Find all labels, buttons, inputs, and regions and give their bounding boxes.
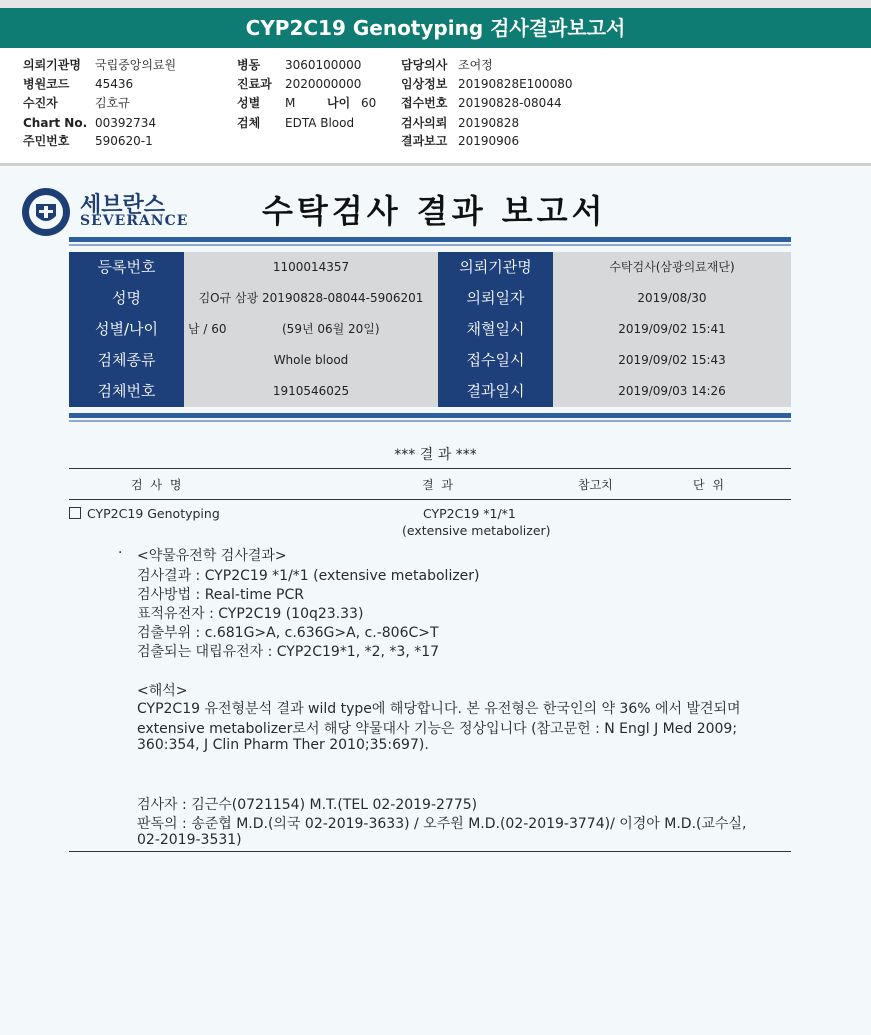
logo-korean: 세브란스 — [80, 193, 166, 218]
field-value: 3060100000 — [285, 58, 362, 72]
row-value: 김O규 삼광 20190828-08044-5906201 — [198, 291, 424, 305]
interpretation-line: 360:354, J Clin Pharm Ther 2010;35:697). — [137, 737, 429, 753]
test-name: CYP2C19 Genotyping — [87, 506, 220, 521]
field-value: 45436 — [95, 77, 134, 91]
info-field — [327, 94, 376, 112]
row-value: 2019/08/30 — [637, 291, 707, 305]
row-value: 1100014357 — [272, 260, 350, 274]
report-title: CYP2C19 Genotyping 검사결과보고서 — [245, 16, 626, 40]
row-value: Whole blood — [273, 353, 349, 367]
results-bottom-rule — [69, 851, 791, 852]
field-label: 진료과 — [237, 77, 272, 91]
row-value: 1910546025 — [272, 384, 350, 398]
field-label: 성별 — [237, 96, 261, 110]
field-value: 20190828E100080 — [458, 77, 573, 91]
row-label: 의뢰기관명 — [459, 258, 532, 276]
info-field — [401, 75, 572, 93]
row-label: 접수일시 — [466, 351, 525, 369]
table-rule-thin — [69, 420, 791, 422]
results-top-rule — [69, 468, 791, 469]
column-header-reference: 참고치 — [578, 478, 613, 492]
info-field — [23, 56, 176, 74]
field-label: 검사의뢰 — [401, 116, 448, 130]
field-label: Chart No. — [23, 116, 88, 130]
field-value: 국립중앙의료원 — [95, 58, 177, 72]
top-strip — [0, 0, 871, 8]
field-label: 담당의사 — [401, 58, 448, 72]
pgx-line: 표적유전자 : CYP2C19 (10q23.33) — [137, 606, 364, 622]
info-field — [237, 75, 361, 93]
birth-date: (59년 06월 20일) — [282, 322, 380, 336]
field-label: 검체 — [237, 116, 261, 130]
info-field — [401, 114, 519, 132]
results-heading: *** 결 과 *** — [394, 447, 477, 463]
info-field — [237, 114, 354, 132]
pgx-line: 검출되는 대립유전자 : CYP2C19*1, *2, *3, *17 — [137, 644, 440, 660]
field-label: 의뢰기관명 — [23, 58, 81, 72]
yonsei-emblem-icon — [20, 186, 72, 238]
field-value: 00392734 — [95, 116, 157, 130]
field-value: 60 — [361, 96, 377, 110]
reader-line: 판독의 : 송준협 M.D.(의국 02-2019-3633) / 오주원 M.D.(02-2019-3774)/ 이경아 M.D.(교수실, — [137, 816, 747, 832]
field-label: 병동 — [237, 58, 261, 72]
interpretation-heading: <해석> — [137, 683, 188, 699]
column-header-test: 검 사 명 — [131, 478, 184, 492]
bullet: · — [118, 545, 123, 561]
results-header-rule — [69, 499, 791, 500]
row-label: 등록번호 — [97, 258, 156, 276]
checkbox-icon — [69, 507, 81, 519]
field-value: 김호규 — [95, 96, 130, 110]
header-rule — [69, 237, 791, 242]
field-label: 접수번호 — [401, 96, 448, 110]
header-rule-thin — [69, 244, 791, 246]
interpretation-line: CYP2C19 유전형분석 결과 wild type에 해당합니다. 본 유전형은 한국인의 약 36% 에서 발견되며 — [137, 701, 741, 717]
row-label: 검체종류 — [97, 351, 156, 369]
field-label: 주민번호 — [23, 134, 70, 148]
field-value: 조여정 — [458, 58, 493, 72]
pgx-line: 검출부위 : c.681G>A, c.636G>A, c.-806C>T — [137, 625, 439, 641]
row-label: 성별/나이 — [94, 320, 158, 338]
reader-line-cont: 02-2019-3531) — [137, 832, 242, 848]
logo-english: SEVERANCE — [80, 213, 189, 229]
info-field — [401, 56, 493, 74]
field-value: M — [285, 96, 296, 110]
field-value: 20190828 — [458, 116, 520, 130]
pgx-line: 검사결과 : CYP2C19 *1/*1 (extensive metabolizer) — [137, 568, 480, 584]
column-header-unit: 단 위 — [693, 478, 726, 492]
row-label: 채혈일시 — [466, 320, 525, 338]
info-field — [401, 132, 519, 150]
field-label: 병원코드 — [23, 77, 70, 91]
field-value: 20190828-08044 — [458, 96, 562, 110]
info-field — [23, 75, 133, 93]
field-label: 나이 — [327, 96, 351, 110]
info-field — [237, 94, 295, 112]
test-result: CYP2C19 *1/*1 — [423, 506, 516, 521]
field-value: EDTA Blood — [285, 116, 355, 130]
row-value: 2019/09/02 15:43 — [618, 353, 726, 367]
info-field — [23, 94, 130, 112]
report-title-bar — [0, 8, 871, 48]
info-field — [23, 132, 153, 150]
interpretation-line: extensive metabolizer로서 해당 약물대사 기능은 정상입니다 (참고문헌 : N Engl J Med 2009; — [137, 721, 738, 737]
row-value: 2019/09/02 15:41 — [618, 322, 726, 336]
test-result-phenotype: (extensive metabolizer) — [402, 523, 551, 538]
field-value: 2020000000 — [285, 77, 362, 91]
field-label: 임상정보 — [401, 77, 448, 91]
field-value: 590620-1 — [95, 134, 153, 148]
row-label: 성명 — [112, 289, 141, 307]
column-header-result: 결 과 — [422, 478, 455, 492]
row-label: 결과일시 — [466, 382, 525, 400]
field-label: 수진자 — [23, 96, 58, 110]
table-rule — [69, 413, 791, 418]
row-value: 2019/09/03 14:26 — [618, 384, 726, 398]
row-label: 검체번호 — [97, 382, 156, 400]
row-label: 의뢰일자 — [466, 289, 525, 307]
row-value: 수탁검사(삼광의료재단) — [609, 260, 735, 274]
test-row — [69, 506, 220, 521]
info-field — [401, 94, 562, 112]
field-label: 결과보고 — [401, 134, 448, 148]
row-value: 남 / 60 — [188, 322, 227, 336]
pgx-heading: <약물유전학 검사결과> — [137, 548, 287, 564]
document-title: 수탁검사 결과 보고서 — [262, 192, 607, 230]
patient-info — [0, 52, 871, 164]
tester-line: 검사자 : 김근수(0721154) M.T.(TEL 02-2019-2775) — [137, 797, 478, 813]
info-field — [237, 56, 361, 74]
field-value: 20190906 — [458, 134, 520, 148]
info-field — [23, 114, 156, 132]
pgx-line: 검사방법 : Real-time PCR — [137, 587, 304, 603]
